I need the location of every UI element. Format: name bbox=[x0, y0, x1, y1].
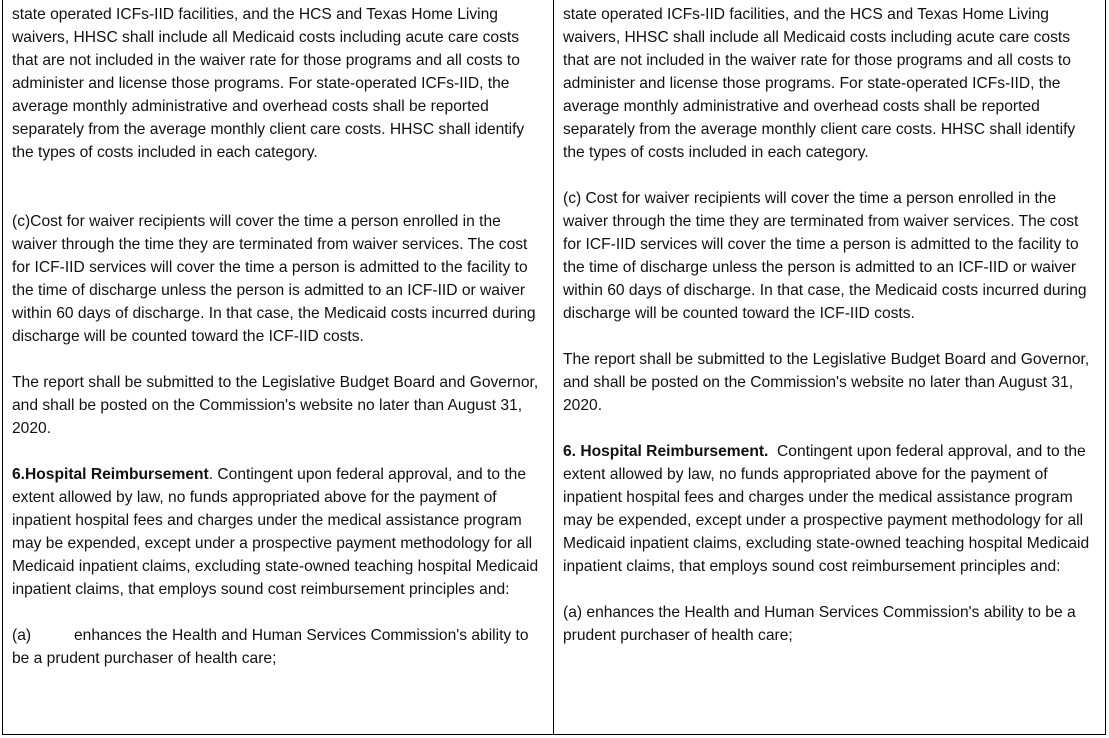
comparison-table bbox=[2, 0, 1106, 735]
spacer bbox=[12, 440, 545, 463]
spacer bbox=[12, 348, 545, 371]
right-hospital-body: Contingent upon federal approval, and to the extent allowed by law, no funds appropriated above for the payment of inpatient hospital fees and charges under the medical assistance program may be expended, except under a prospective payment methodology for all Medicaid inpatient claims, excluding state-owned teaching hospital Medicaid inpatient claims, that employs sound cost reimbursement principles and: bbox=[563, 443, 1094, 575]
spacer bbox=[563, 578, 1097, 601]
spacer bbox=[12, 601, 545, 624]
right-paragraph-3: The report shall be submitted to the Legislative Budget Board and Governor, and shall be posted on the Commission's website no later than August 31, 2020. bbox=[563, 351, 1090, 414]
spacer bbox=[563, 325, 1097, 348]
left-paragraph-1: state operated ICFs-IID facilities, and the HCS and Texas Home Living waivers, HHSC shall include all Medicaid costs including acute care costs that are not included in the waiver rate for those programs and all costs to administer and license those programs. For state-operated ICFs-IID, the average monthly administrative and overhead costs shall be reported separately from the average monthly client care costs. HHSC shall identify the types of costs included in each category. bbox=[12, 6, 525, 161]
left-hospital-heading: 6.Hospital Reimbursement bbox=[12, 466, 209, 483]
left-paragraph-4 bbox=[12, 463, 545, 601]
spacer bbox=[563, 417, 1097, 440]
right-paragraph-5: (a) enhances the Health and Human Services Commission's ability to be a prudent purchaser of health care; bbox=[563, 604, 1076, 644]
right-paragraph-4 bbox=[563, 440, 1097, 578]
right-hospital-heading: 6. Hospital Reimbursement. bbox=[563, 443, 769, 460]
left-column bbox=[3, 0, 554, 734]
left-item-marker: (a) bbox=[12, 627, 32, 644]
spacer bbox=[563, 164, 1097, 187]
right-paragraph-2: (c) Cost for waiver recipients will cover the time a person enrolled in the waiver through the time they are terminated from waiver services. The cost for ICF-IID services will cover the time a person is admitted to the facility to the time of discharge unless the person is admitted to an ICF-IID or waiver within 60 days of discharge. In that case, the Medicaid costs incurred during discharge will be counted toward the ICF-IID costs. bbox=[563, 190, 1087, 322]
left-paragraph-5 bbox=[12, 624, 545, 670]
right-column bbox=[554, 0, 1105, 734]
right-paragraph-1: state operated ICFs-IID facilities, and the HCS and Texas Home Living waivers, HHSC shall include all Medicaid costs including acute care costs that are not included in the waiver rate for those programs and all costs to administer and license those programs. For state-operated ICFs-IID, the average monthly administrative and overhead costs shall be reported separately from the average monthly client care costs. HHSC shall identify the types of costs included in each category. bbox=[563, 6, 1076, 161]
left-paragraph-2: (c)Cost for waiver recipients will cover the time a person enrolled in the waiver through the time they are terminated from waiver services. The cost for ICF-IID services will cover the time a person is admitted to the facility to the time of discharge unless the person is admitted to an ICF-IID or waiver within 60 days of discharge. In that case, the Medicaid costs incurred during discharge will be counted toward the ICF-IID costs. bbox=[12, 213, 536, 345]
spacer bbox=[12, 164, 545, 210]
left-hospital-body: . Contingent upon federal approval, and to the extent allowed by law, no funds appropriated above for the payment of inpatient hospital fees and charges under the medical assistance program may be expended, except under a prospective payment methodology for all Medicaid inpatient claims, excluding state-owned teaching hospital Medicaid inpatient claims, that employs sound cost reimbursement principles and: bbox=[12, 466, 539, 598]
left-item-body: enhances the Health and Human Services Commission's ability to be a prudent purchaser of health care; bbox=[12, 627, 529, 667]
left-paragraph-3: The report shall be submitted to the Legislative Budget Board and Governor, and shall be posted on the Commission's website no later than August 31, 2020. bbox=[12, 374, 539, 437]
